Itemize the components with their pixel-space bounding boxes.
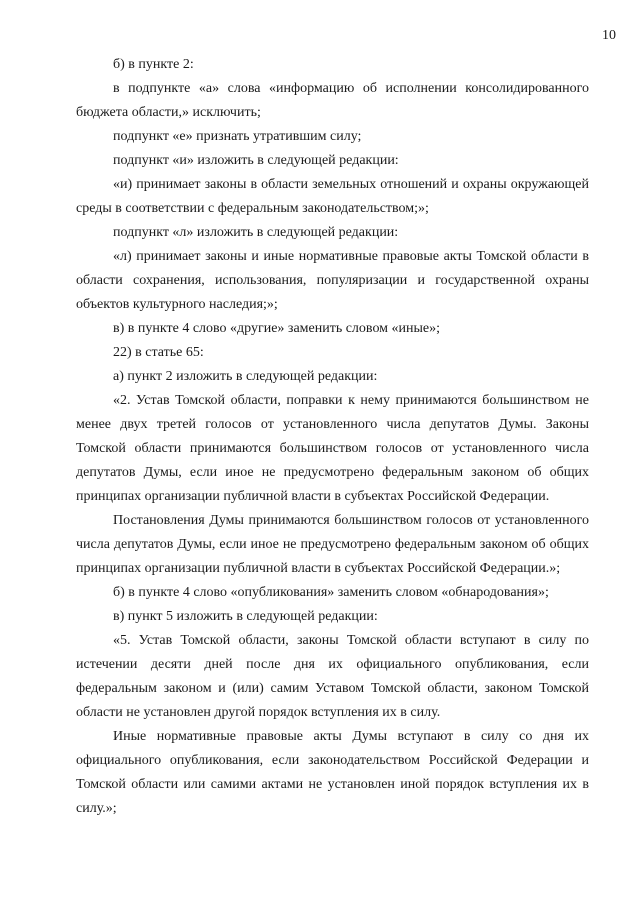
- paragraph: подпункт «и» изложить в следующей редакции:: [113, 153, 399, 168]
- paragraph: подпункт «л» изложить в следующей редакции:: [113, 225, 399, 240]
- paragraph: в) в пункте 4 слово «другие» заменить словом «иные»;: [113, 321, 441, 336]
- paragraph: «5. Устав Томской области, законы Томской области вступают в силу по истечении десяти дней после дня их официального опубликования, если федеральным законом и (или) самим Уставом Томской области, законом Томской области не установлен другой порядок вступления их в силу.: [76, 633, 589, 720]
- paragraph: в) пункт 5 изложить в следующей редакции:: [113, 609, 378, 624]
- paragraph: подпункт «е» признать утратившим силу;: [113, 129, 362, 144]
- paragraph: б) в пункте 4 слово «опубликования» заменить словом «обнародования»;: [113, 585, 549, 600]
- document-body: [76, 53, 589, 821]
- paragraph: Постановления Думы принимаются большинством голосов от установленного числа депутатов Думы, если иное не предусмотрено федеральным законом об общих принципах организации публичной власти в субъектах Российской Федерации.»;: [76, 513, 589, 576]
- paragraph: 22) в статье 65:: [113, 345, 204, 360]
- paragraph: б) в пункте 2:: [113, 57, 194, 72]
- paragraph: а) пункт 2 изложить в следующей редакции:: [113, 369, 378, 384]
- paragraph: в подпункте «а» слова «информацию об исполнении консолидированного бюджета области,» исключить;: [76, 81, 589, 120]
- paragraph: «2. Устав Томской области, поправки к нему принимаются большинством не менее двух третей голосов от установленного числа депутатов Думы. Законы Томской области принимаются большинством голосов от установленного числа депутатов Думы, если иное не предусмотрено федеральным законом об общих принципах организации публичной власти в субъектах Российской Федерации.: [76, 393, 589, 504]
- page-number: 10: [602, 28, 616, 43]
- paragraph: «л) принимает законы и иные нормативные правовые акты Томской области в области сохранения, использования, популяризации и государственной охраны объектов культурного наследия;»;: [76, 249, 589, 312]
- paragraph: «и) принимает законы в области земельных отношений и охраны окружающей среды в соответствии с федеральным законодательством;»;: [76, 177, 589, 216]
- paragraph: Иные нормативные правовые акты Думы вступают в силу со дня их официального опубликования, если законодательством Российской Федерации и Томской области или самими актами не установлен иной порядок вступления их в силу.»;: [76, 729, 589, 816]
